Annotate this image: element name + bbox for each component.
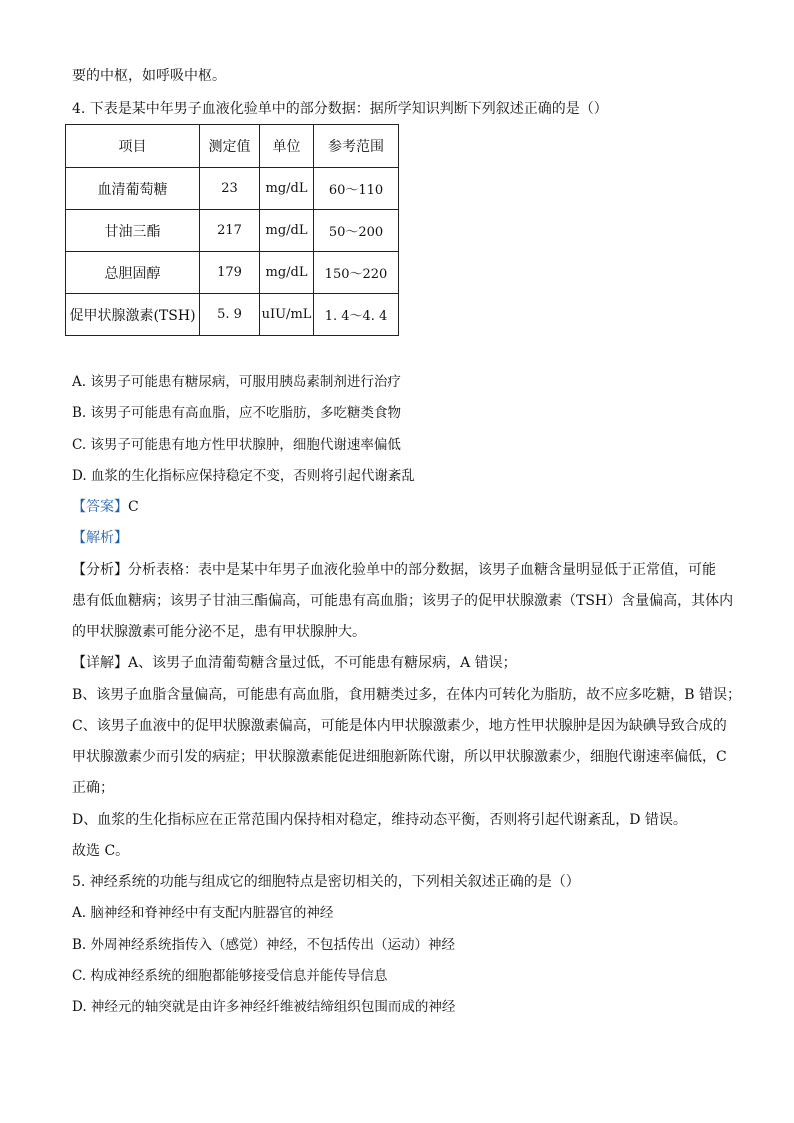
table-cell: 促甲状腺激素(TSH): [66, 294, 200, 336]
option-a: A. 脑神经和脊神经中有支配内脏器官的神经: [72, 905, 334, 921]
answer-line: [72, 497, 732, 517]
conclusion-line: 故选 C。: [72, 843, 130, 859]
table-cell: uIU/mL: [260, 294, 314, 336]
answer-tag: 【答案】: [72, 499, 128, 515]
analysis-text: 分析表格：表中是某中年男子血液化验单中的部分数据，该男子血糖含量明显低于正常值，可能: [128, 562, 716, 578]
table-header-cell: 参考范围: [314, 125, 399, 168]
option-c: C. 该男子可能患有地方性甲状腺肿，细胞代谢速率偏低: [72, 437, 401, 453]
table-cell: 23: [200, 168, 260, 210]
table-header-row: [66, 125, 399, 168]
option-c: C. 构成神经系统的细胞都能够接受信息并能传导信息: [72, 968, 388, 984]
analysis-subtag: 【分析】: [72, 562, 128, 578]
detail-line: C、该男子血液中的促甲状腺激素偏高，可能是体内甲状腺激素少，地方性甲状腺肿是因为缺碘导致合成的: [72, 718, 727, 734]
table-header-cell: 项目: [66, 125, 200, 168]
analysis-line: 患有低血糖病；该男子甘油三酯偏高，可能患有高血脂；该男子的促甲状腺激素（TSH）含量偏高，其体内: [72, 593, 734, 609]
analysis-heading: [72, 528, 732, 548]
text-line: 要的中枢，如呼吸中枢。: [72, 68, 226, 84]
question-5-stem: 5. 神经系统的功能与组成它的细胞特点是密切相关的，下列相关叙述正确的是（）: [72, 874, 580, 890]
table-header-cell: 测定值: [200, 125, 260, 168]
table-row: [66, 210, 399, 252]
analysis-line: 的甲状腺激素可能分泌不足，患有甲状腺肿大。: [72, 624, 366, 640]
detail-line: 正确；: [72, 780, 114, 796]
blood-test-table: [65, 124, 399, 336]
analysis-line: [72, 560, 732, 580]
question-4-stem: 4. 下表是某中年男子血液化验单中的部分数据：据所学知识判断下列叙述正确的是（）: [72, 101, 608, 117]
table-cell: mg/dL: [260, 252, 314, 294]
table-cell: 60～110: [314, 168, 399, 210]
detail-tag: 【详解】: [72, 655, 128, 671]
option-b: B. 该男子可能患有高血脂，应不吃脂肪，多吃糖类食物: [72, 405, 402, 421]
table-cell: 甘油三酯: [66, 210, 200, 252]
detail-text: A、该男子血清葡萄糖含量过低，不可能患有糖尿病，A 错误；: [128, 655, 517, 671]
table-cell: mg/dL: [260, 210, 314, 252]
detail-line: 甲状腺激素少而引发的病症；甲状腺激素能促进细胞新陈代谢，所以甲状腺激素少，细胞代谢速率偏低，C: [72, 749, 727, 765]
table-row: [66, 294, 399, 336]
option-b: B. 外周神经系统指传入（感觉）神经，不包括传出（运动）神经: [72, 937, 456, 953]
table-cell: mg/dL: [260, 168, 314, 210]
answer-value: C: [128, 499, 139, 515]
table-cell: 血清葡萄糖: [66, 168, 200, 210]
table-cell: 50～200: [314, 210, 399, 252]
table-cell: 150～220: [314, 252, 399, 294]
table-header-cell: 单位: [260, 125, 314, 168]
option-d: D. 血浆的生化指标应保持稳定不变，否则将引起代谢紊乱: [72, 468, 415, 484]
table-cell: 总胆固醇: [66, 252, 200, 294]
option-d: D. 神经元的轴突就是由许多神经纤维被结缔组织包围而成的神经: [72, 999, 456, 1015]
detail-line: D、血浆的生化指标应在正常范围内保持相对稳定，维持动态平衡，否则将引起代谢紊乱，D 错误。: [72, 812, 687, 828]
table-row: [66, 252, 399, 294]
table-row: [66, 168, 399, 210]
option-a: A. 该男子可能患有糖尿病，可服用胰岛素制剂进行治疗: [72, 374, 401, 390]
analysis-tag: 【解析】: [72, 530, 128, 546]
detail-line: [72, 653, 732, 673]
table-cell: 179: [200, 252, 260, 294]
table-cell: 1. 4～4. 4: [314, 294, 399, 336]
table-cell: 217: [200, 210, 260, 252]
table-cell: 5. 9: [200, 294, 260, 336]
detail-line: B、该男子血脂含量偏高，可能患有高血脂，食用糖类过多，在体内可转化为脂肪，故不应多吃糖，B 错误；: [72, 687, 742, 703]
